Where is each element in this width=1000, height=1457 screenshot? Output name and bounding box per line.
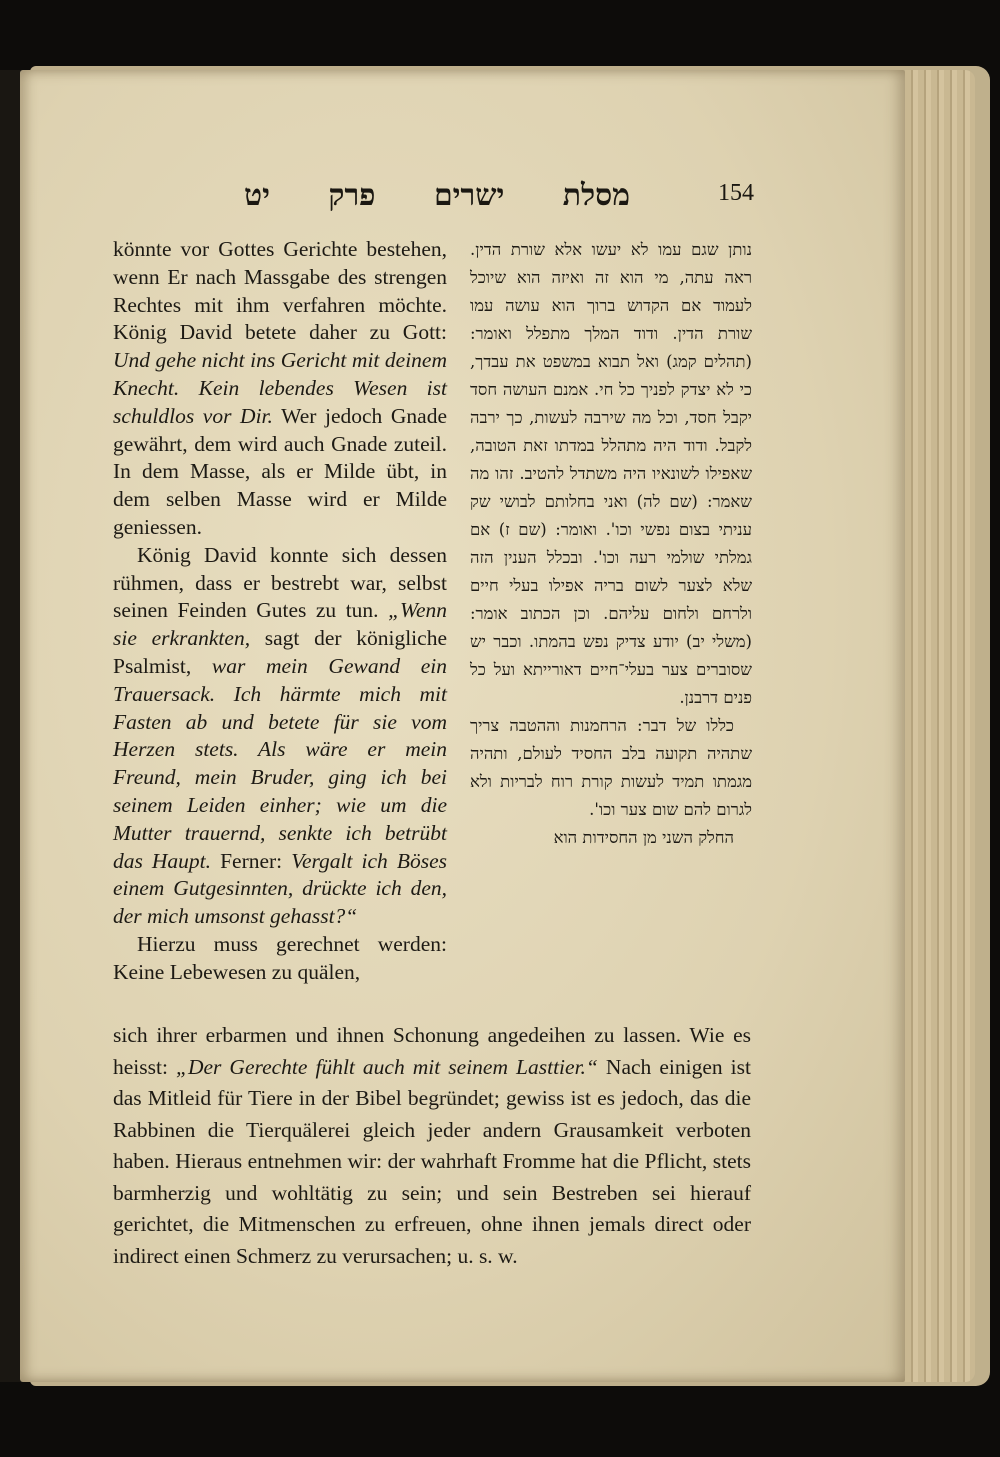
hebrew-paragraph-3: החלק השני מן החסידות הוא [553, 828, 734, 847]
quote-run: „Der Gerechte fühlt auch mit seinem Lasttier.“ [176, 1054, 598, 1079]
page-number: 154 [718, 180, 754, 206]
quote-run: Und gehe nicht ins Gericht mit deinem Knecht. Kein lebendes Wesen ist schuldlos vor Dir. [113, 348, 447, 428]
hebrew-column [470, 236, 752, 852]
text-run: könnte vor Gottes Gerichte bestehen, wenn Er nach Massgabe des strengen Rechtes mit ihm verfahren möchte. König David betete daher zu Gott: [113, 237, 447, 345]
text-run: König David konnte sich dessen rühmen, dass er bestrebt war, selbst seinen Feinden Gutes zu tun. [113, 542, 447, 623]
hebrew-paragraph-1: נותן שגם עמו לא יעשו אלא שורת הדין. ראה עתה, מי הוא זה ואיזה הוא שיוכל לעמוד אם הקדוש ברוך הוא עושה עמו שורת הדין. ודוד המלך מתפלל ואומר: (תהלים קמג) ואל תבוא במשפט את עבדך, כי לא יצדק לפניך כל חי. אמנם העושה חסד יקבל חסד, וכל מה שירבה לעשות, כך ירבה לקבל. ודוד היה מתהלל במדתו זאת הטובה, שאפילו לשונאיו היה משתדל להטיב. זהו מה שאמר: (שם לה) ואני בחלותם לבושי שק עניתי בצום נפשי וכו'. ואומר: (שם ז) אם גמלתי שולמי רעה וכו'. ובכלל הענין הזה שלא לצער לשום בריה אפילו בעלי חיים ולרחם ולחום עליהם. וכן הכתוב אומר: (משלי יב) יודע צדיק נפש בהמתו. וכבר יש שסוברים צער בעלי־חיים דאורייתא ועל כל פנים דרבנן. [470, 240, 752, 707]
hebrew-paragraph-2: כללו של דבר: הרחמנות וההטבה צריך שתהיה תקועה בלב החסיד לעולם, ותהיה מגמתו תמיד לעשות קורת רוח לבריות ולא לגרום להם שום צער וכו'. [470, 716, 752, 819]
quote-run: war mein Gewand ein Trauersack. Ich härmte mich mit Fasten ab und betete für sie vom Herzen stets. Als wäre er mein Freund, mein Bruder, ging ich bei seinem Leiden einher; wie um die Mutter trauernd, senkte ich betrübt das Haupt. [113, 653, 447, 873]
german-paragraph-3-continued [113, 1020, 751, 1272]
text-run: Wer jedoch Gnade gewährt, dem wird auch Gnade zuteil. In dem Masse, als er Milde übt, in dem selben Masse wird er Milde geniessen. [113, 403, 447, 539]
german-column [113, 236, 447, 987]
german-paragraph-2 [113, 542, 447, 931]
running-head: מסלת ישרים פרק יט [243, 178, 630, 213]
text-run: Ferner: [211, 848, 292, 873]
text-run: sich ihrer erbarmen und ihnen Schonung angedeihen zu lassen. Wie es heisst: [113, 1023, 751, 1079]
text-run: Nach einigen ist das Mitleid für Tiere in der Bibel begründet; gewiss ist es jedoch, das die Rabbinen die Tierquälerei gleich jeder andern Grausamkeit verboten haben. Hieraus entnehmen wir: der wahrhaft Fromme hat die Pflicht, stets barmherzig und wohltätig zu sein; und sein Bestreben sei hierauf gerichtet, die Mitmenschen zu erfreuen, ohne ihnen jemals direct oder indirect einen Schmerz zu verursachen; u. s. w. [113, 1054, 751, 1268]
quote-run: „Wenn sie erkrankten, [113, 598, 447, 651]
german-paragraph-3-start: Hierzu muss gerechnet werden: Keine Lebewesen zu quälen, [113, 931, 447, 984]
page-edges [905, 70, 975, 1382]
page-header [200, 178, 760, 218]
quote-run: Vergalt ich Böses einem Gutgesinnten, drückte ich den, der mich umsonst gehasst?“ [113, 848, 447, 929]
german-paragraph-1 [113, 236, 447, 542]
text-run: sagt der königliche Psalmist, [113, 626, 447, 678]
german-full-width-block [113, 1020, 751, 1272]
